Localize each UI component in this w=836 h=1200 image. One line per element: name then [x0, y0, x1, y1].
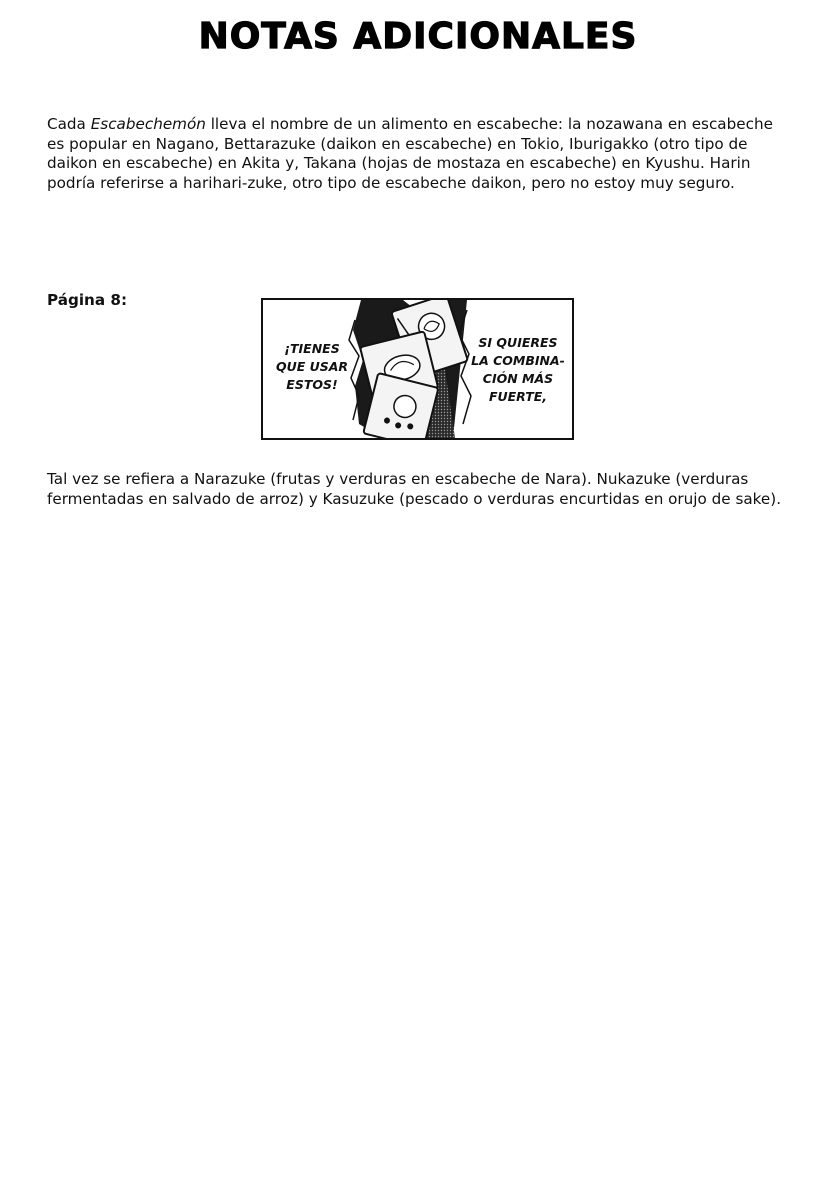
- manga-panel: [261, 298, 574, 440]
- page-label: Página 8:: [47, 291, 128, 309]
- speech-bubble-right: SI QUIERES LA COMBINA- CIÓN MÁS FUERTE,: [471, 335, 565, 404]
- page-title: NOTAS ADICIONALES: [198, 16, 638, 57]
- paragraph-intro-prefix: Cada: [47, 115, 91, 133]
- paragraph-intro-emphasis: Escabechemón: [90, 115, 206, 133]
- speech-bubble-left: ¡TIENES QUE USAR ESTOS!: [275, 341, 349, 392]
- paragraph-notes: Tal vez se refiera a Narazuke (frutas y verduras en escabeche de Nara). Nukazuke (verduras fermentadas en salvado de arroz) y Kasuzuke (pescado o verduras encurtidas en orujo de sake).: [47, 470, 782, 508]
- paragraph-intro: [47, 115, 792, 193]
- paragraph-intro-rest: lleva el nombre de un alimento en escabeche: la nozawana en escabeche es popular en Nagano, Bettarazuke (daikon en escabeche) en Tokio, Iburigakko (otro tipo de daikon en escabeche) en Akita y, Takana (hojas de mostaza en escabeche) en Kyushu. Harin podría referirse a harihari-zuke, otro tipo de escabeche daikon, pero no estoy muy seguro.: [47, 115, 773, 192]
